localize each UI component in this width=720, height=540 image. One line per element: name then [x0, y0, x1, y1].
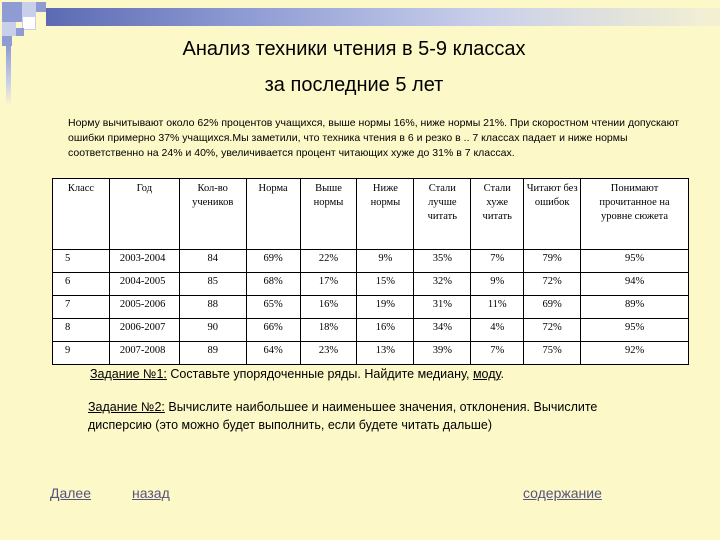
- decor-square: [2, 2, 22, 22]
- table-header-row: [53, 179, 689, 250]
- table-cell: 66%: [246, 319, 300, 342]
- table-header-cell: Выше нормы: [300, 179, 357, 250]
- table-cell: 6: [53, 273, 110, 296]
- table-cell: 79%: [524, 250, 581, 273]
- table-cell: 69%: [246, 250, 300, 273]
- table-header-cell: Стали лучше читать: [414, 179, 471, 250]
- table-cell: 69%: [524, 296, 581, 319]
- table-cell: 16%: [357, 319, 414, 342]
- table-cell: 65%: [246, 296, 300, 319]
- table-cell: 88: [179, 296, 246, 319]
- header-gradient-bar: [46, 8, 720, 26]
- table-cell: 9%: [471, 273, 524, 296]
- table-cell: 7%: [471, 342, 524, 365]
- table-cell: 18%: [300, 319, 357, 342]
- table-cell: 32%: [414, 273, 471, 296]
- table-cell: 35%: [414, 250, 471, 273]
- table-cell: 39%: [414, 342, 471, 365]
- table-cell: 7: [53, 296, 110, 319]
- table-cell: 72%: [524, 273, 581, 296]
- table-cell: 23%: [300, 342, 357, 365]
- table-cell: 15%: [357, 273, 414, 296]
- intro-paragraph: Норму вычитывают около 62% процентов учащихся, выше нормы 16%, ниже нормы 21%. При скоростном чтении допускают ошибки примерно 37% учащихся.Мы заметили, что техника чтения в 6 и резко в .. 7 классах падает и ниже нормы соответственно на 24% и 40%, увеличивается процент читающих хуже до 31% в 7 классах.: [68, 117, 680, 159]
- table-cell: 11%: [471, 296, 524, 319]
- table-cell: 5: [53, 250, 110, 273]
- table-cell: 68%: [246, 273, 300, 296]
- table-cell: 31%: [414, 296, 471, 319]
- table-cell: 95%: [581, 250, 689, 273]
- decor-square: [16, 28, 24, 36]
- table-cell: 4%: [471, 319, 524, 342]
- table-cell: 90: [179, 319, 246, 342]
- table-row: [53, 296, 689, 319]
- table-header-cell: Класс: [53, 179, 110, 250]
- table-cell: 13%: [357, 342, 414, 365]
- table-cell: 2007-2008: [109, 342, 179, 365]
- mode-link[interactable]: моду: [472, 367, 501, 381]
- table-header-cell: Читают без ошибок: [524, 179, 581, 250]
- contents-link[interactable]: содержание: [523, 485, 602, 501]
- table-header-cell: Норма: [246, 179, 300, 250]
- table-cell: 2005-2006: [109, 296, 179, 319]
- task-2: [88, 398, 648, 434]
- table-row: [53, 273, 689, 296]
- table-cell: 2003-2004: [109, 250, 179, 273]
- table-row: [53, 342, 689, 365]
- table-cell: 92%: [581, 342, 689, 365]
- slide-title-line2: за последние 5 лет: [264, 74, 444, 96]
- decor-square: [2, 22, 16, 36]
- slide-title-line1: Анализ техники чтения в 5-9 классах: [182, 38, 526, 60]
- table-cell: 84: [179, 250, 246, 273]
- table-cell: 64%: [246, 342, 300, 365]
- table-cell: 9%: [357, 250, 414, 273]
- table-cell: 72%: [524, 319, 581, 342]
- next-link[interactable]: Далее: [50, 485, 92, 501]
- table-cell: 16%: [300, 296, 357, 319]
- table-cell: 75%: [524, 342, 581, 365]
- table-row: [53, 250, 689, 273]
- table-cell: 9: [53, 342, 110, 365]
- table-cell: 7%: [471, 250, 524, 273]
- reading-stats-table: [52, 178, 689, 365]
- table-header-cell: Ниже нормы: [357, 179, 414, 250]
- table-cell: 34%: [414, 319, 471, 342]
- table-cell: 95%: [581, 319, 689, 342]
- task-1-label: Задание №1:: [90, 367, 167, 381]
- task-2-text: Вычислите наибольшее и наименьшее значения, отклонения. Вычислите дисперсию (это можно будет выполнить, если будете читать дальше): [88, 400, 598, 432]
- back-link[interactable]: назад: [132, 485, 170, 501]
- decor-square: [36, 2, 46, 12]
- table-cell: 89%: [581, 296, 689, 319]
- table-cell: 2004-2005: [109, 273, 179, 296]
- table-cell: 19%: [357, 296, 414, 319]
- table-header-cell: Год: [109, 179, 179, 250]
- table-header-cell: Кол-во учеников: [179, 179, 246, 250]
- table-cell: 17%: [300, 273, 357, 296]
- task-1: [90, 365, 504, 383]
- table-header-cell: Стали хуже читать: [471, 179, 524, 250]
- table-cell: 22%: [300, 250, 357, 273]
- decor-square: [22, 2, 36, 16]
- table-cell: 2006-2007: [109, 319, 179, 342]
- task-1-text: Составьте упорядоченные ряды. Найдите медиану,: [166, 367, 473, 381]
- table-cell: 8: [53, 319, 110, 342]
- table-cell: 94%: [581, 273, 689, 296]
- table-row: [53, 319, 689, 342]
- table-header-cell: Понимают прочитанное на уровне сюжета: [581, 179, 689, 250]
- task-1-end: .: [500, 367, 504, 381]
- table-cell: 89: [179, 342, 246, 365]
- decor-square: [22, 16, 36, 30]
- task-2-label: Задание №2:: [88, 400, 165, 414]
- table-cell: 85: [179, 273, 246, 296]
